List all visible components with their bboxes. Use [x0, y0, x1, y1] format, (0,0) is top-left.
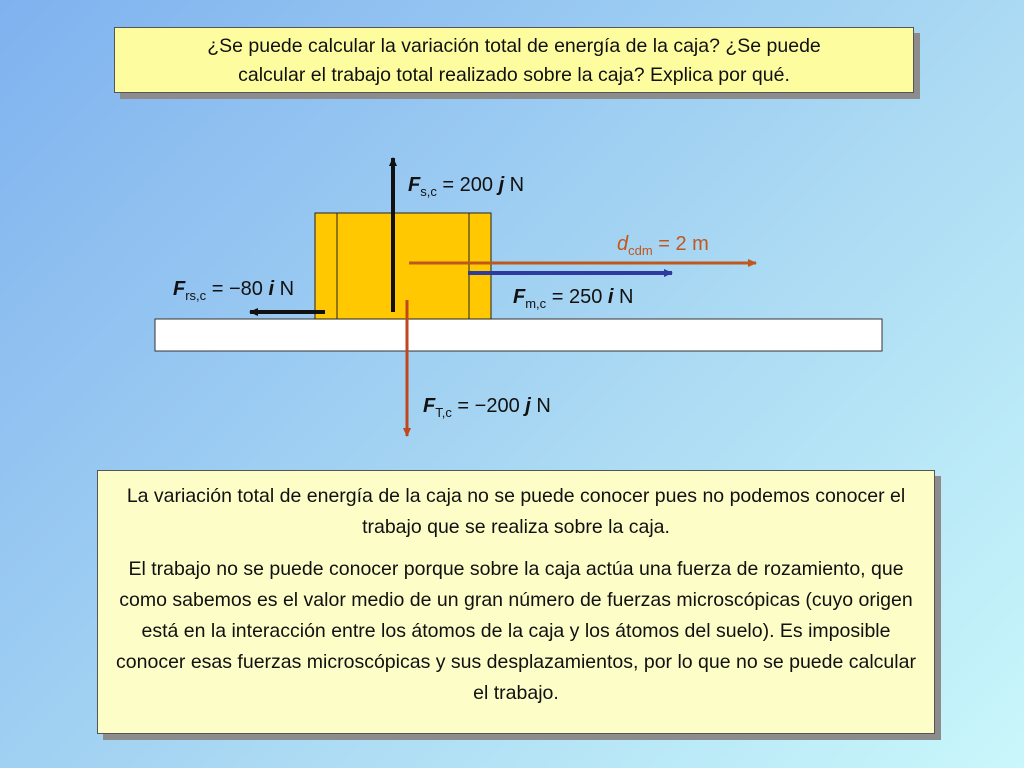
- answer-paragraph-2: El trabajo no se puede conocer porque sobre la caja actúa una fuerza de rozamiento, que como sabemos es el valor medio de un gran número de fuerzas microscópicas (cuyo origen está en la interacción entre los átomos de la caja y los átomos del suelo). Es imposible conocer esas fuerzas microscópicas y sus desplazamientos, por lo que no se puede calcular el trabajo.: [116, 558, 916, 704]
- box: [315, 213, 491, 319]
- answer-paragraph-1: La variación total de energía de la caja no se puede conocer pues no podemos conocer el trabajo que se realiza sobre la caja.: [126, 485, 906, 538]
- question-line-1: ¿Se puede calcular la variación total de energía de la caja? ¿Se puede: [207, 35, 821, 57]
- floor: [155, 319, 882, 351]
- friction-force-label: $F_{rs,c} = -80$ i N: [173, 278, 295, 303]
- displacement-label: $d_{cdm} = 2$ m: [617, 233, 709, 258]
- applied-force-label: $F_{m,c} = 250$ i N: [513, 286, 634, 311]
- question-line-2: calcular el trabajo total realizado sobre la caja? Explica por qué.: [238, 64, 790, 86]
- weight-force-label: $F_{T,c} = -200$ j N: [423, 395, 551, 420]
- normal-force-label: $F_{s,c} = 200$ j N: [408, 174, 525, 199]
- answer-box: [97, 470, 935, 734]
